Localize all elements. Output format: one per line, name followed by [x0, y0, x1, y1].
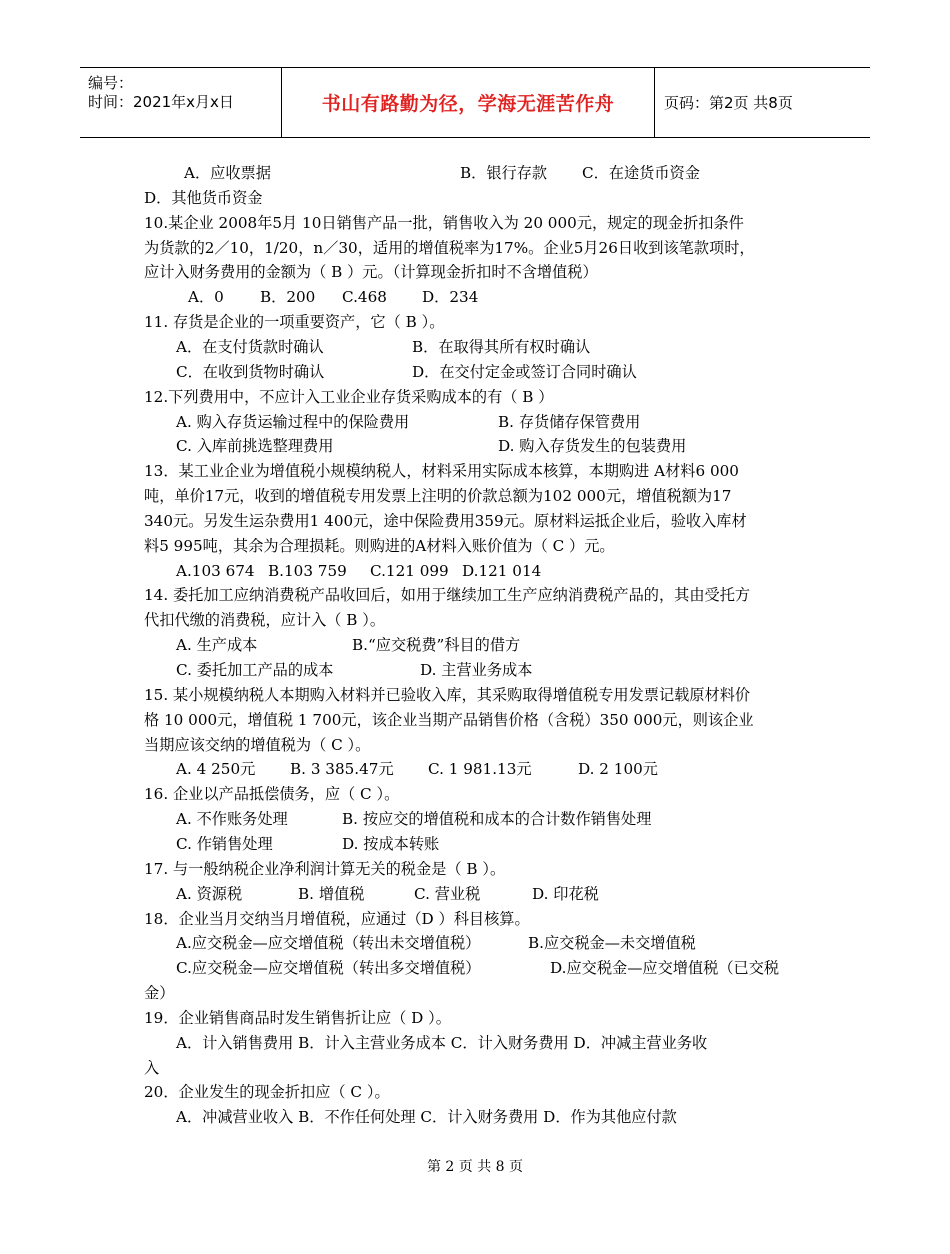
time-label: 时间：2021年x月x日	[88, 93, 234, 111]
text-line: D. 主营业务成本	[420, 661, 533, 679]
text-line: D. 2 100元	[578, 760, 658, 779]
text-line: 格 10 000元，增值税 1 700元，该企业当期产品销售价格（含税）350 000元，则该企业	[144, 710, 754, 729]
text-line: C.121 099	[370, 561, 449, 580]
text-line: A．0	[188, 288, 224, 307]
text-line: D. 购入存货发生的包装费用	[498, 437, 687, 456]
text-line: A. 不作账务处理	[176, 810, 288, 829]
text-line: 吨，单价17元，收到的增值税专用发票上注明的价款总额为102 000元，增值税额为17	[144, 487, 732, 506]
text-line: B. 3 385.47元	[290, 760, 394, 779]
text-line: B. 按应交的增值税和成本的合计数作销售处理	[342, 810, 652, 829]
text-line: D. 印花税	[532, 884, 599, 903]
motto: 书山有路勤为径，学海无涯苦作舟	[321, 93, 615, 115]
text-line: D．在交付定金或签订合同时确认	[412, 362, 637, 381]
text-line: B．在取得其所有权时确认	[412, 337, 591, 356]
page-footer	[0, 1156, 950, 1176]
text-line: A．冲减营业收入 B．不作任何处理 C．计入财务费用 D．作为其他应付款	[176, 1108, 677, 1127]
text-line: B．银行存款	[460, 164, 548, 182]
text-line: A. 资源税	[176, 884, 243, 903]
header-meta	[80, 68, 282, 137]
text-line: 当期应该交纳的增值税为（ C ）。	[144, 735, 371, 754]
text-line: 20．企业发生的现金折扣应（ C ）。	[144, 1083, 390, 1102]
text-line: C. 营业税	[414, 884, 481, 903]
text-line: A. 4 250元	[176, 760, 256, 779]
text-line: C.468	[342, 288, 387, 307]
text-line: 10.某企业 2008年5月 10日销售产品一批，销售收入为 20 000元，规定的现金折扣条件	[144, 213, 744, 232]
text-line: D．234	[422, 288, 479, 307]
text-line: 入	[144, 1058, 160, 1077]
code-label: 编号：	[88, 74, 134, 92]
text-line: A.应交税金—应交增值税（转出未交增值税）	[176, 934, 481, 953]
text-line: B.“应交税费”科目的借方	[352, 636, 521, 655]
text-line: A.103 674	[176, 561, 255, 580]
text-line: 15. 某小规模纳税人本期购入材料并已验收入库，其采购取得增值税专用发票记载原材料价	[144, 685, 751, 704]
text-line: 为货款的2／10，1/20，n／30，适用的增值税率为17%。企业5月26日收到该笔款项时，	[144, 238, 755, 257]
text-line: A. 生产成本	[176, 636, 258, 655]
text-line: A．计入销售费用 B．计入主营业务成本 C．计入财务费用 D．冲减主营业务收	[176, 1033, 708, 1052]
text-line: A. 购入存货运输过程中的保险费用	[176, 412, 410, 431]
text-line: B．200	[260, 288, 316, 307]
page-info: 页码：第2页 共8页	[664, 94, 793, 112]
text-line: C．在途货币资金	[582, 164, 700, 182]
text-line: A．应收票据	[184, 164, 271, 182]
footer-page-number: 第 2 页 共 8 页	[426, 1159, 524, 1175]
text-line: D.应交税金—应交增值税（已交税	[550, 959, 780, 978]
text-line: B. 增值税	[298, 884, 365, 903]
header-motto-cell	[282, 68, 655, 137]
text-line: 应计入财务费用的金额为（ B ）元。（计算现金折扣时不含增值税）	[144, 263, 598, 282]
text-line: C.应交税金—应交增值税（转出多交增值税）	[176, 959, 481, 978]
text-line: B.103 759	[268, 561, 347, 580]
text-line: 19．企业销售商品时发生销售折让应（ D ）。	[144, 1008, 451, 1027]
text-line: B. 存货储存保管费用	[498, 412, 641, 431]
text-line: D.121 014	[462, 561, 542, 580]
text-line: 12.下列费用中，不应计入工业企业存货采购成本的有（ B ）	[144, 387, 554, 406]
text-line: 13．某工业企业为增值税小规模纳税人，材料采用实际成本核算，本期购进 A材料6 000	[144, 462, 739, 481]
text-line: C. 作销售处理	[176, 834, 273, 853]
text-line: 料5 995吨，其余为合理损耗。则购进的A材料入账价值为（ C ）元。	[144, 536, 615, 555]
text-line: 代扣代缴的消费税，应计入（ B ）。	[144, 611, 386, 630]
page-header	[80, 67, 870, 138]
text-line: C. 1 981.13元	[428, 760, 532, 779]
text-line: B.应交税金—未交增值税	[528, 934, 696, 953]
text-line: 16. 企业以产品抵偿债务，应（ C ）。	[144, 785, 400, 804]
text-line: 340元。另发生运杂费用1 400元，途中保险费用359元。原材料运抵企业后，验收入库材	[144, 511, 747, 530]
text-line: 金）	[144, 984, 175, 1003]
header-page-info-cell	[655, 68, 870, 137]
text-line: C．在收到货物时确认	[176, 362, 325, 381]
text-line: D．其他货币资金	[144, 188, 263, 207]
text-line: C. 入库前挑选整理费用	[176, 437, 334, 456]
text-line: D. 按成本转账	[342, 834, 440, 853]
text-line: 18．企业当月交纳当月增值税，应通过（D ）科目核算。	[144, 909, 530, 928]
text-line: 11. 存货是企业的一项重要资产，它（ B ）。	[144, 313, 445, 332]
text-line: 17. 与一般纳税企业净利润计算无关的税金是（ B ）。	[144, 859, 506, 878]
text-line: A．在支付货款时确认	[176, 337, 324, 356]
text-line: 14. 委托加工应纳消费税产品收回后，如用于继续加工生产应纳消费税产品的，其由受托方	[144, 586, 751, 605]
text-line: C. 委托加工产品的成本	[176, 661, 334, 679]
